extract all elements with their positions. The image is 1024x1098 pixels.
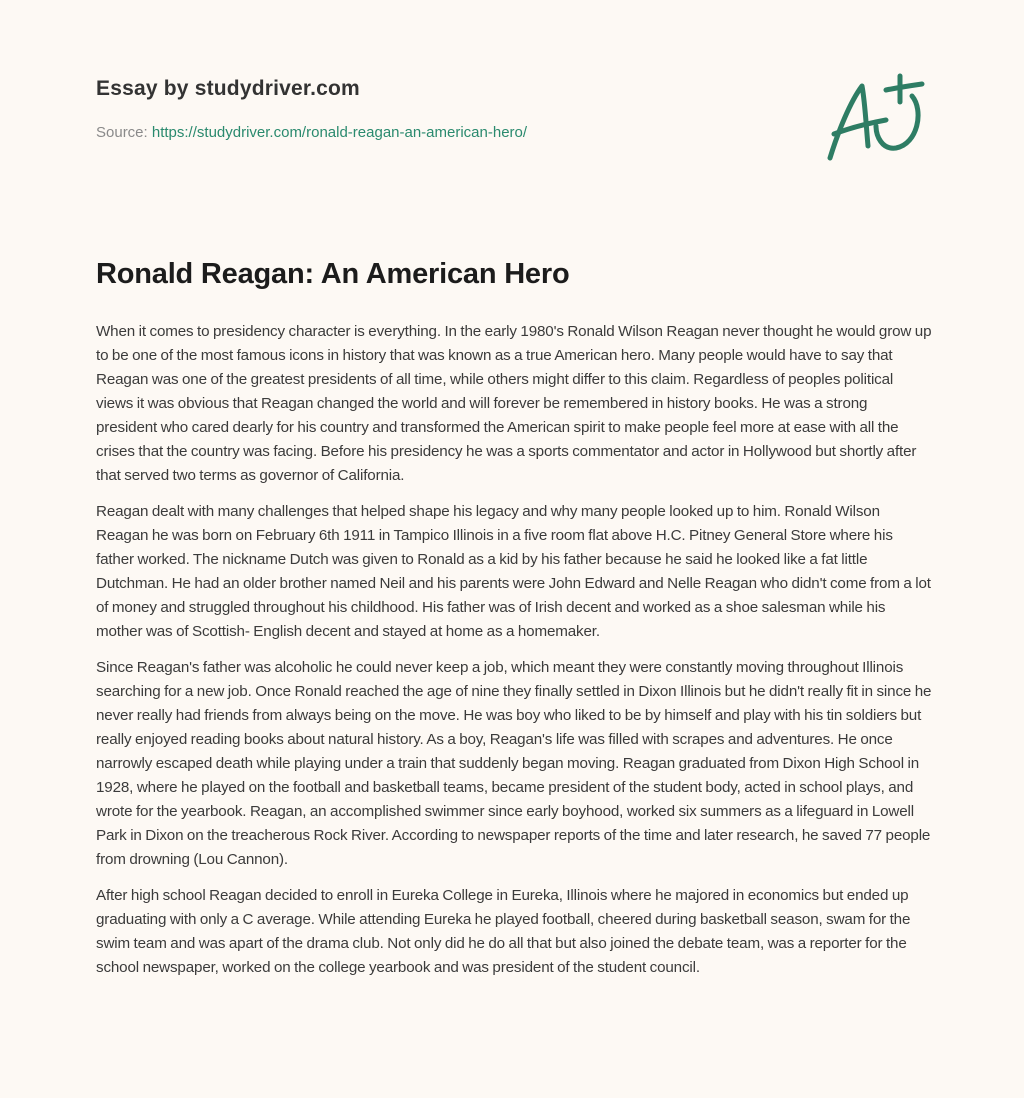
source-label: Source:: [96, 124, 148, 141]
essay-paragraph: After high school Reagan decided to enroll in Eureka College in Eureka, Illinois where he majored in economics but ended up graduating with only a C average. While attending Eureka he played football, cheered during basketball season, swam for the swim team and was apart of the drama club. Not only did he do all that but also joined the debate team, was a reporter for the school newspaper, worked on the college yearbook and was president of the student council.: [96, 887, 911, 976]
essay-title: Ronald Reagan: An American Hero: [96, 258, 570, 290]
essay-content: [96, 254, 932, 992]
source-line: [96, 123, 796, 143]
site-title: Essay by studydriver.com: [96, 77, 360, 100]
source-link[interactable]: https://studydriver.com/ronald-reagan-an-american-hero/: [151, 124, 528, 141]
essay-paragraph: Since Reagan's father was alcoholic he could never keep a job, which meant they were constantly moving throughout Illinois searching for a new job. Once Ronald reached the age of nine they finally settled in Dixon Illinois but he didn't really fit in since he never really had friends from always being on the move. He was boy who liked to be by himself and play with his tin soldiers but really enjoyed reading books about natural history. As a boy, Reagan's life was filled with scrapes and adventures. He once narrowly escaped death while playing under a train that suddenly began moving. Reagan graduated from Dixon High School in 1928, where he played on the football and basketball teams, became president of the student body, acted in school plays, and wrote for the yearbook. Reagan, an accomplished swimmer since early boyhood, worked six summers as a lifeguard in Lowell Park in Dixon on the treacherous Rock River. According to newspaper reports of the time and later research, he saved 77 people from drowning (Lou Cannon).: [96, 659, 932, 868]
essay-paragraph: Reagan dealt with many challenges that helped shape his legacy and why many people looked up to him. Ronald Wilson Reagan he was born on February 6th 1911 in Tampico Illinois in a five room flat above H.C. Pitney General Store where his father worked. The nickname Dutch was given to Ronald as a kid by his father because he said he looked like a fat little Dutchman. He had an older brother named Neil and his parents were John Edward and Nelle Reagan who didn't come from a lot of money and struggled throughout his childhood. His father was of Irish decent and worked as a shoe salesman while his mother was of Scottish- English decent and stayed at home as a homemaker.: [96, 503, 931, 640]
essay-paragraph: When it comes to presidency character is everything. In the early 1980's Ronald Wilson Reagan never thought he would grow up to be one of the most famous icons in history that was known as a true American hero. Many people would have to say that Reagan was one of the greatest presidents of all time, while others might differ to this claim. Regardless of peoples political views it was obvious that Reagan changed the world and will forever be remembered in history books. He was a strong president who cared dearly for his country and transformed the American spirit to make people feel more at ease with all the crises that the country was facing. Before his presidency he was a sports commentator and actor in Hollywood but shortly after that served two terms as governor of California.: [96, 323, 932, 484]
a-plus-grade-icon: [820, 62, 930, 168]
page-header: [96, 74, 796, 143]
